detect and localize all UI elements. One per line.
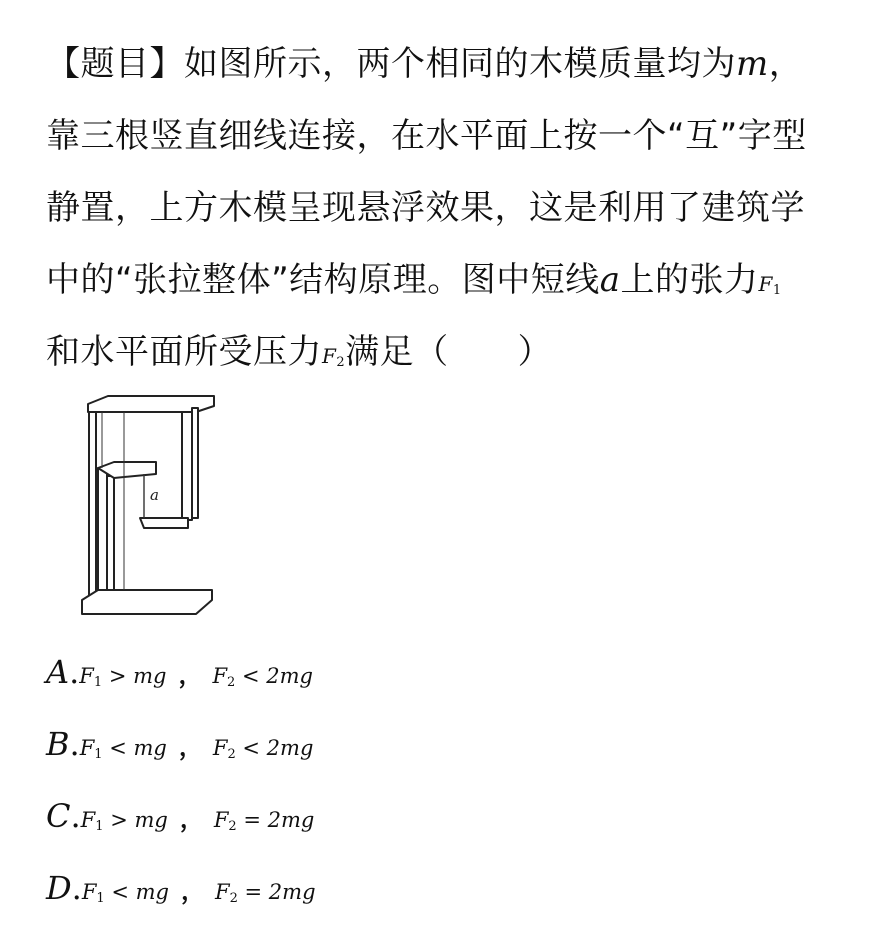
f2-subscript: 2: [336, 355, 346, 370]
question-text-4b: 上的张力: [620, 260, 759, 300]
question-text-1b: ，: [768, 44, 804, 84]
f1-symbol: [759, 272, 782, 296]
option-a-f2-sub: 2: [227, 675, 236, 690]
option-d-f2-sub: 2: [229, 891, 238, 906]
question-line-3: 静置，上方木模呈现悬浮效果，这是利用了建筑学: [46, 188, 805, 228]
option-c-f2-letter: F: [213, 808, 229, 832]
question-line-2: 靠三根竖直细线连接，在水平面上按一个“互”字型: [46, 116, 807, 156]
option-a-sep: ，: [178, 661, 203, 689]
option-b-f2-letter: F: [212, 736, 228, 760]
line-a-symbol: a: [599, 260, 621, 300]
option-a-rel2: < 2mg: [235, 664, 313, 688]
option-b-f2-sub: 2: [227, 747, 236, 762]
option-d[interactable]: [46, 852, 316, 924]
question-stem: [46, 28, 846, 388]
option-a-f2-letter: F: [212, 664, 228, 688]
option-b-rel1: < mg: [102, 736, 167, 760]
question-line-4: [46, 244, 846, 316]
question-line-5: [46, 316, 846, 388]
option-c-f1-sub: 1: [95, 819, 104, 834]
option-c-f1: [81, 808, 168, 832]
question-text-1a: 【题目】如图所示，两个相同的木模质量均为: [46, 44, 736, 84]
option-d-dot: .: [71, 869, 82, 907]
option-a-rel1: > mg: [102, 664, 167, 688]
f2-letter: F: [322, 344, 337, 368]
f1-subscript: 1: [772, 283, 782, 298]
upper-frame-back-upright: [89, 412, 96, 596]
option-d-rel2: = 2mg: [237, 880, 316, 904]
upper-frame-right-upright: [182, 412, 192, 520]
option-d-letter: D: [46, 869, 72, 907]
option-a[interactable]: [46, 636, 316, 708]
option-a-f2: [212, 664, 313, 688]
answer-options: [46, 636, 316, 924]
option-b-sep: ，: [178, 733, 203, 761]
option-b[interactable]: [46, 708, 316, 780]
option-d-sep: ，: [181, 877, 205, 905]
upper-frame-bottom-foot: [140, 518, 188, 528]
option-b-f1: [80, 736, 167, 760]
lower-frame-base: [82, 590, 212, 614]
option-d-f1-letter: F: [81, 880, 97, 904]
lower-frame-left-upright-side: [107, 476, 114, 596]
option-a-f1-letter: F: [79, 664, 94, 688]
option-b-letter: B: [46, 725, 70, 763]
option-b-f1-letter: F: [79, 736, 95, 760]
option-d-f1-sub: 1: [96, 891, 105, 906]
lower-frame-left-upright: [98, 468, 107, 598]
option-b-dot: .: [69, 725, 80, 763]
f2-symbol: [322, 344, 345, 368]
f1-letter: F: [758, 272, 773, 296]
option-a-f1-sub: 1: [93, 675, 103, 690]
option-b-rel2: < 2mg: [235, 736, 314, 760]
question-text-5b: 满足（ ）: [345, 332, 553, 372]
option-b-f1-sub: 1: [94, 747, 103, 762]
option-d-f1: [82, 880, 169, 904]
option-c-dot: .: [70, 797, 81, 835]
option-a-dot: .: [69, 653, 80, 691]
question-text-4a: 中的“张拉整体”结构原理。图中短线: [46, 260, 600, 300]
option-c-f2: [214, 808, 315, 832]
question-text-5a: 和水平面所受压力: [46, 332, 322, 372]
option-b-f2: [213, 736, 314, 760]
tensegrity-figure: [78, 392, 218, 624]
option-d-rel1: < mg: [104, 880, 169, 904]
option-d-f2-letter: F: [215, 880, 230, 904]
option-a-f1: [79, 664, 166, 688]
figure-label-a: a: [150, 486, 159, 504]
upper-frame-right-upright-side: [192, 408, 198, 518]
option-c-f2-sub: 2: [228, 819, 237, 834]
question-line-1: [46, 28, 846, 100]
option-c-f1-letter: F: [80, 808, 96, 832]
option-a-letter: A: [46, 653, 70, 691]
option-c-rel1: > mg: [103, 808, 168, 832]
option-c-letter: C: [46, 797, 71, 835]
mass-symbol: m: [736, 44, 769, 84]
option-c-sep: ，: [179, 805, 204, 833]
option-c-rel2: = 2mg: [236, 808, 315, 832]
option-c[interactable]: [46, 780, 316, 852]
option-d-f2: [215, 880, 316, 904]
